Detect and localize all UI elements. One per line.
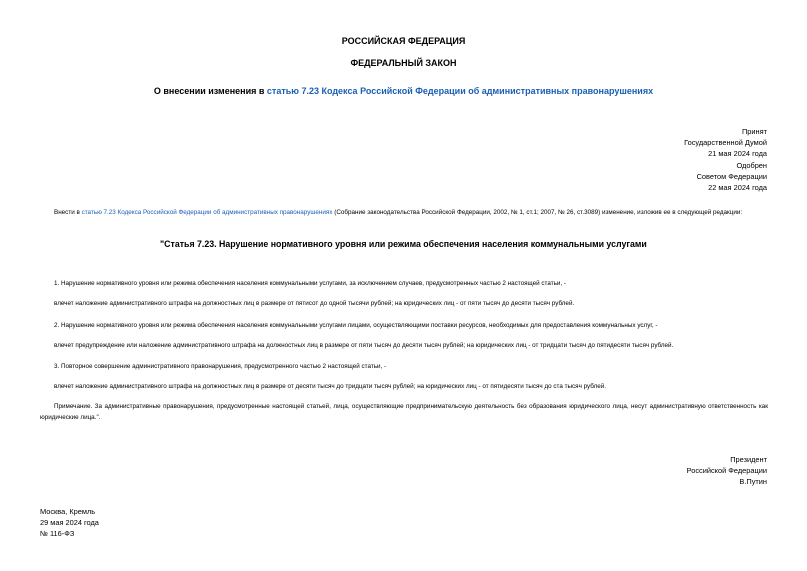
article-title: "Статья 7.23. Нарушение нормативного уровня или режима обеспечения населения коммунальными услугами [160,239,647,249]
paragraph-1-penalty: влечет наложение административного штрафа на должностных лиц в размере от пятисот до одной тысячи рублей; на юридических лиц - от пяти тысяч до десяти тысяч рублей. [54,300,575,307]
intro-link[interactable]: статью 7.23 Кодекса Российской Федерации об административных правонарушениях [81,209,333,216]
paragraph-3: 3. Повторное совершение административного правонарушения, предусмотренного частью 2 настоящей статьи, - [54,363,387,370]
approved-label: Одобрен [736,160,767,170]
place: Москва, Кремль [40,507,96,516]
adopted-date: 21 мая 2024 года [708,149,767,159]
approved-by: Советом Федерации [696,171,767,181]
paragraph-1: 1. Нарушение нормативного уровня или режима обеспечения населения коммунальными услугами, за исключением случаев, предусмотренных частью 2 настоящей статьи, - [54,280,567,287]
paragraph-2-penalty: влечет предупреждение или наложение административного штрафа на должностных лиц в размере от пяти тысяч до десяти тысяч рублей; на юридических лиц - от тридцати тысяч до пятидесяти тысяч рублей. [54,342,674,349]
law-type-heading: ФЕДЕРАЛЬНЫЙ ЗАКОН [350,58,457,68]
paragraph-3-penalty: влечет наложение административного штрафа на должностных лиц в размере от десяти тысяч до тридцати тысяч рублей; на юридических лиц - от пятидесяти тысяч до ста тысяч рублей. [54,383,607,390]
adopted-label: Принят [741,127,767,136]
country-heading: РОССИЙСКАЯ ФЕДЕРАЦИЯ [341,36,466,46]
signature-country: Российской Федерации [686,466,767,476]
sign-date: 29 мая 2024 года [40,517,99,527]
adoption-block [684,126,767,193]
place-date-block [40,507,99,539]
note-paragraph: Примечание. За административные правонарушения, предусмотренные настоящей статьей, лица, осуществляющие предпринимательскую деятельность без образования юридического лица, несут административную ответственность как юридические лица.". [40,403,768,421]
paragraph-2: 2. Нарушение нормативного уровня или режима обеспечения населения коммунальными услугами лицами, осуществляющими поставки ресурсов, необходимых для предоставления коммунальных услуг, - [54,322,658,329]
intro-paragraph [40,208,768,219]
law-number: № 116-ФЗ [40,528,75,538]
signature-name: В.Путин [739,477,767,487]
law-title-prefix: О внесении изменения в [153,86,267,96]
law-title [0,86,807,96]
signature-title: Президент [730,455,767,464]
adopted-by: Государственной Думой [684,138,767,148]
signature-block [687,454,767,488]
law-title-link[interactable]: статью 7.23 Кодекса Российской Федерации об административных правонарушениях [266,86,654,96]
intro-prefix: Внести в [54,209,82,216]
approved-date: 22 мая 2024 года [708,183,767,193]
intro-suffix: (Собрание законодательства Российской Федерации, 2002, № 1, ст.1; 2007, № 26, ст.3089) изменение, изложив ее в следующей редакции: [332,209,743,216]
